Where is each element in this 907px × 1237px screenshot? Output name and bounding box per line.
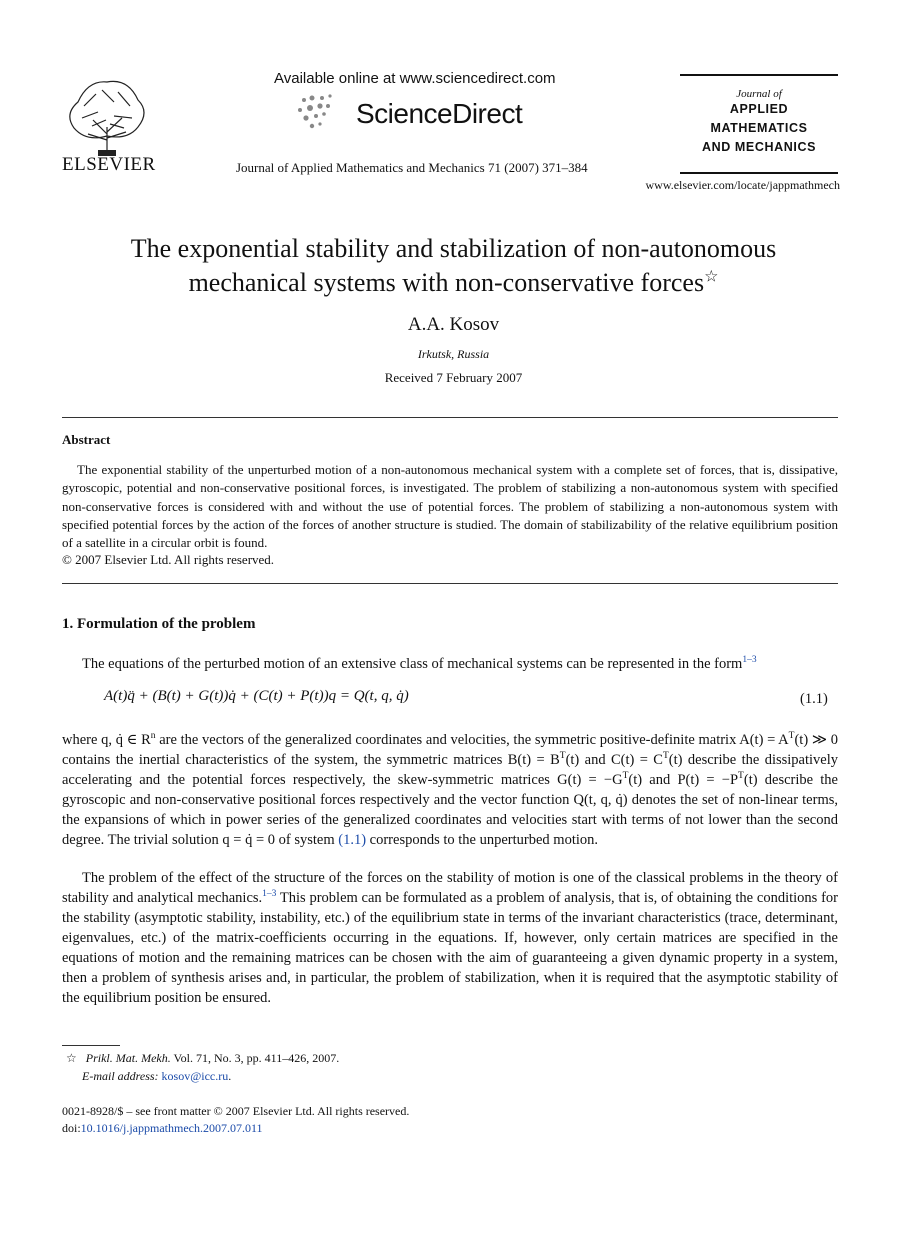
abstract-copyright: © 2007 Elsevier Ltd. All rights reserved. (62, 552, 275, 567)
available-online: Available online at www.sciencedirect.com (274, 70, 556, 87)
journal-logo-box (680, 74, 838, 174)
equation-link[interactable]: (1.1) (338, 832, 367, 848)
journal-url[interactable]: www.elsevier.com/locate/jappmathmech (645, 178, 840, 192)
title-line-1: The exponential stability and stabilization of non-autonomous (130, 234, 777, 263)
footnote-star-icon: ☆ (66, 1051, 77, 1065)
journal-logo-line3: AND MECHANICS (701, 140, 817, 154)
doi-link[interactable]: 10.1016/j.jappmathmech.2007.07.011 (80, 1121, 263, 1135)
ref-link[interactable]: 1–3 (742, 655, 757, 666)
sciencedirect-logo-text: ScienceDirect (356, 98, 523, 129)
email-link[interactable]: kosov@icc.ru (161, 1069, 229, 1083)
section-heading: 1. Formulation of the problem (62, 616, 256, 632)
footnote-source: ☆ Prikl. Mat. Mekh. Vol. 71, No. 3, pp. 411–426, 2007. (66, 1051, 340, 1065)
journal-logo-line2: MATHEMATICS (710, 121, 808, 135)
paragraph-2: where q, q̇ ∈ $R^n$ are the vectors of the generalized coordinates and velocities, the symmetric positive-definite matrix $A(t) = A^T(t)$ ≫ 0 contains the inertial characteristics of the system, the symmetric matrices $B(t) = B^T(t)$ and $C(t) = C^T(t)$ describe the dissipatively accelerating and the potential forces respectively, the skew-symmetric matrices $G(t) = -G^T(t)$ and $P(t) = -P^T(t)$ describe the gyroscopic and non-conservative positional forces respectively and the vector function Q(t, q, q̇) denotes the set of non-linear terms, the expansions of which in power series of the generalized coordinates and velocities start with terms of not lower than the second degree. The trivial solution q = q̇ = 0 of system (1.1) corresponds to the unperturbed motion. (62, 731, 838, 848)
publisher-name: ELSEVIER (62, 154, 156, 175)
footnote-email: E-mail address: kosov@icc.ru. (82, 1069, 232, 1083)
doi-line: doi:10.1016/j.jappmathmech.2007.07.011 (62, 1121, 263, 1135)
ref-link[interactable]: 1–3 (262, 889, 277, 900)
title-footnote-mark[interactable]: ☆ (704, 268, 719, 286)
title-line-2: mechanical systems with non-conservative forces (188, 268, 705, 297)
paragraph-3: The problem of the effect of the structure of the forces on the stability of motion is one of the classical problems in the theory of stability and analytical mechanics.$^{1-3}$ This problem can be formulated as a problem of analysis, that is, of obtaining the conditions for the stability (asymptotic stability, instability, etc.) of the equilibrium state in terms of the invariant characteristics (trace, determinant, eigenvalues, etc.) of the matrix-coefficients occurring in the equations. If, however, only certain matrices are specified in the equations of motion and the remaining matrices can be chosen with the aim of guaranteeing a given dynamic property in a system, then a problem of synthesis arises and, in particular, the problem of stabilization, when it is required that the asymptotic stability of the equilibrium position be ensured. (62, 870, 838, 1006)
author-affiliation: Irkutsk, Russia (417, 347, 490, 361)
journal-logo-of: Journal of (736, 88, 782, 100)
article-title (0, 232, 907, 300)
journal-logo-line1: APPLIED (729, 102, 789, 116)
journal-reference: Journal of Applied Mathematics and Mechanics 71 (2007) 371–384 (236, 160, 588, 175)
author-name: A.A. Kosov (407, 314, 500, 335)
equation-1-1: A(t)q̈ + (B(t) + G(t))q̇ + (C(t) + P(t))q = Q(t, q, q̇) (104, 688, 409, 704)
sciencedirect-dots-icon (296, 92, 336, 132)
equation-number: (1.1) (800, 691, 828, 707)
abstract-body: The exponential stability of the unperturbed motion of a non-autonomous mechanical system with a complete set of forces, that is, dissipative, gyroscopic, potential and non-conservative positional forces, is investigated. The problem of stabilizing a non-autonomous system with specified non-conservative forces is considered with and without the use of potential forces. The problem of stabilizing a non-autonomous system with specified potential forces by the action of the forces of another structure is studied. The domain of stabilizability of the relative equilibrium position of a satellite in a circular orbit is found. (62, 462, 838, 551)
abstract-bottom-rule (62, 583, 838, 584)
abstract-top-rule (62, 417, 838, 418)
abstract-heading: Abstract (62, 432, 111, 447)
paragraph-1: The equations of the perturbed motion of an extensive class of mechanical systems can be represented in the form$^{1-3}$ (82, 655, 757, 672)
issn-line: 0021-8928/$ – see front matter © 2007 Elsevier Ltd. All rights reserved. (62, 1104, 410, 1118)
received-date: Received 7 February 2007 (384, 370, 523, 385)
footnote-rule (62, 1045, 120, 1046)
